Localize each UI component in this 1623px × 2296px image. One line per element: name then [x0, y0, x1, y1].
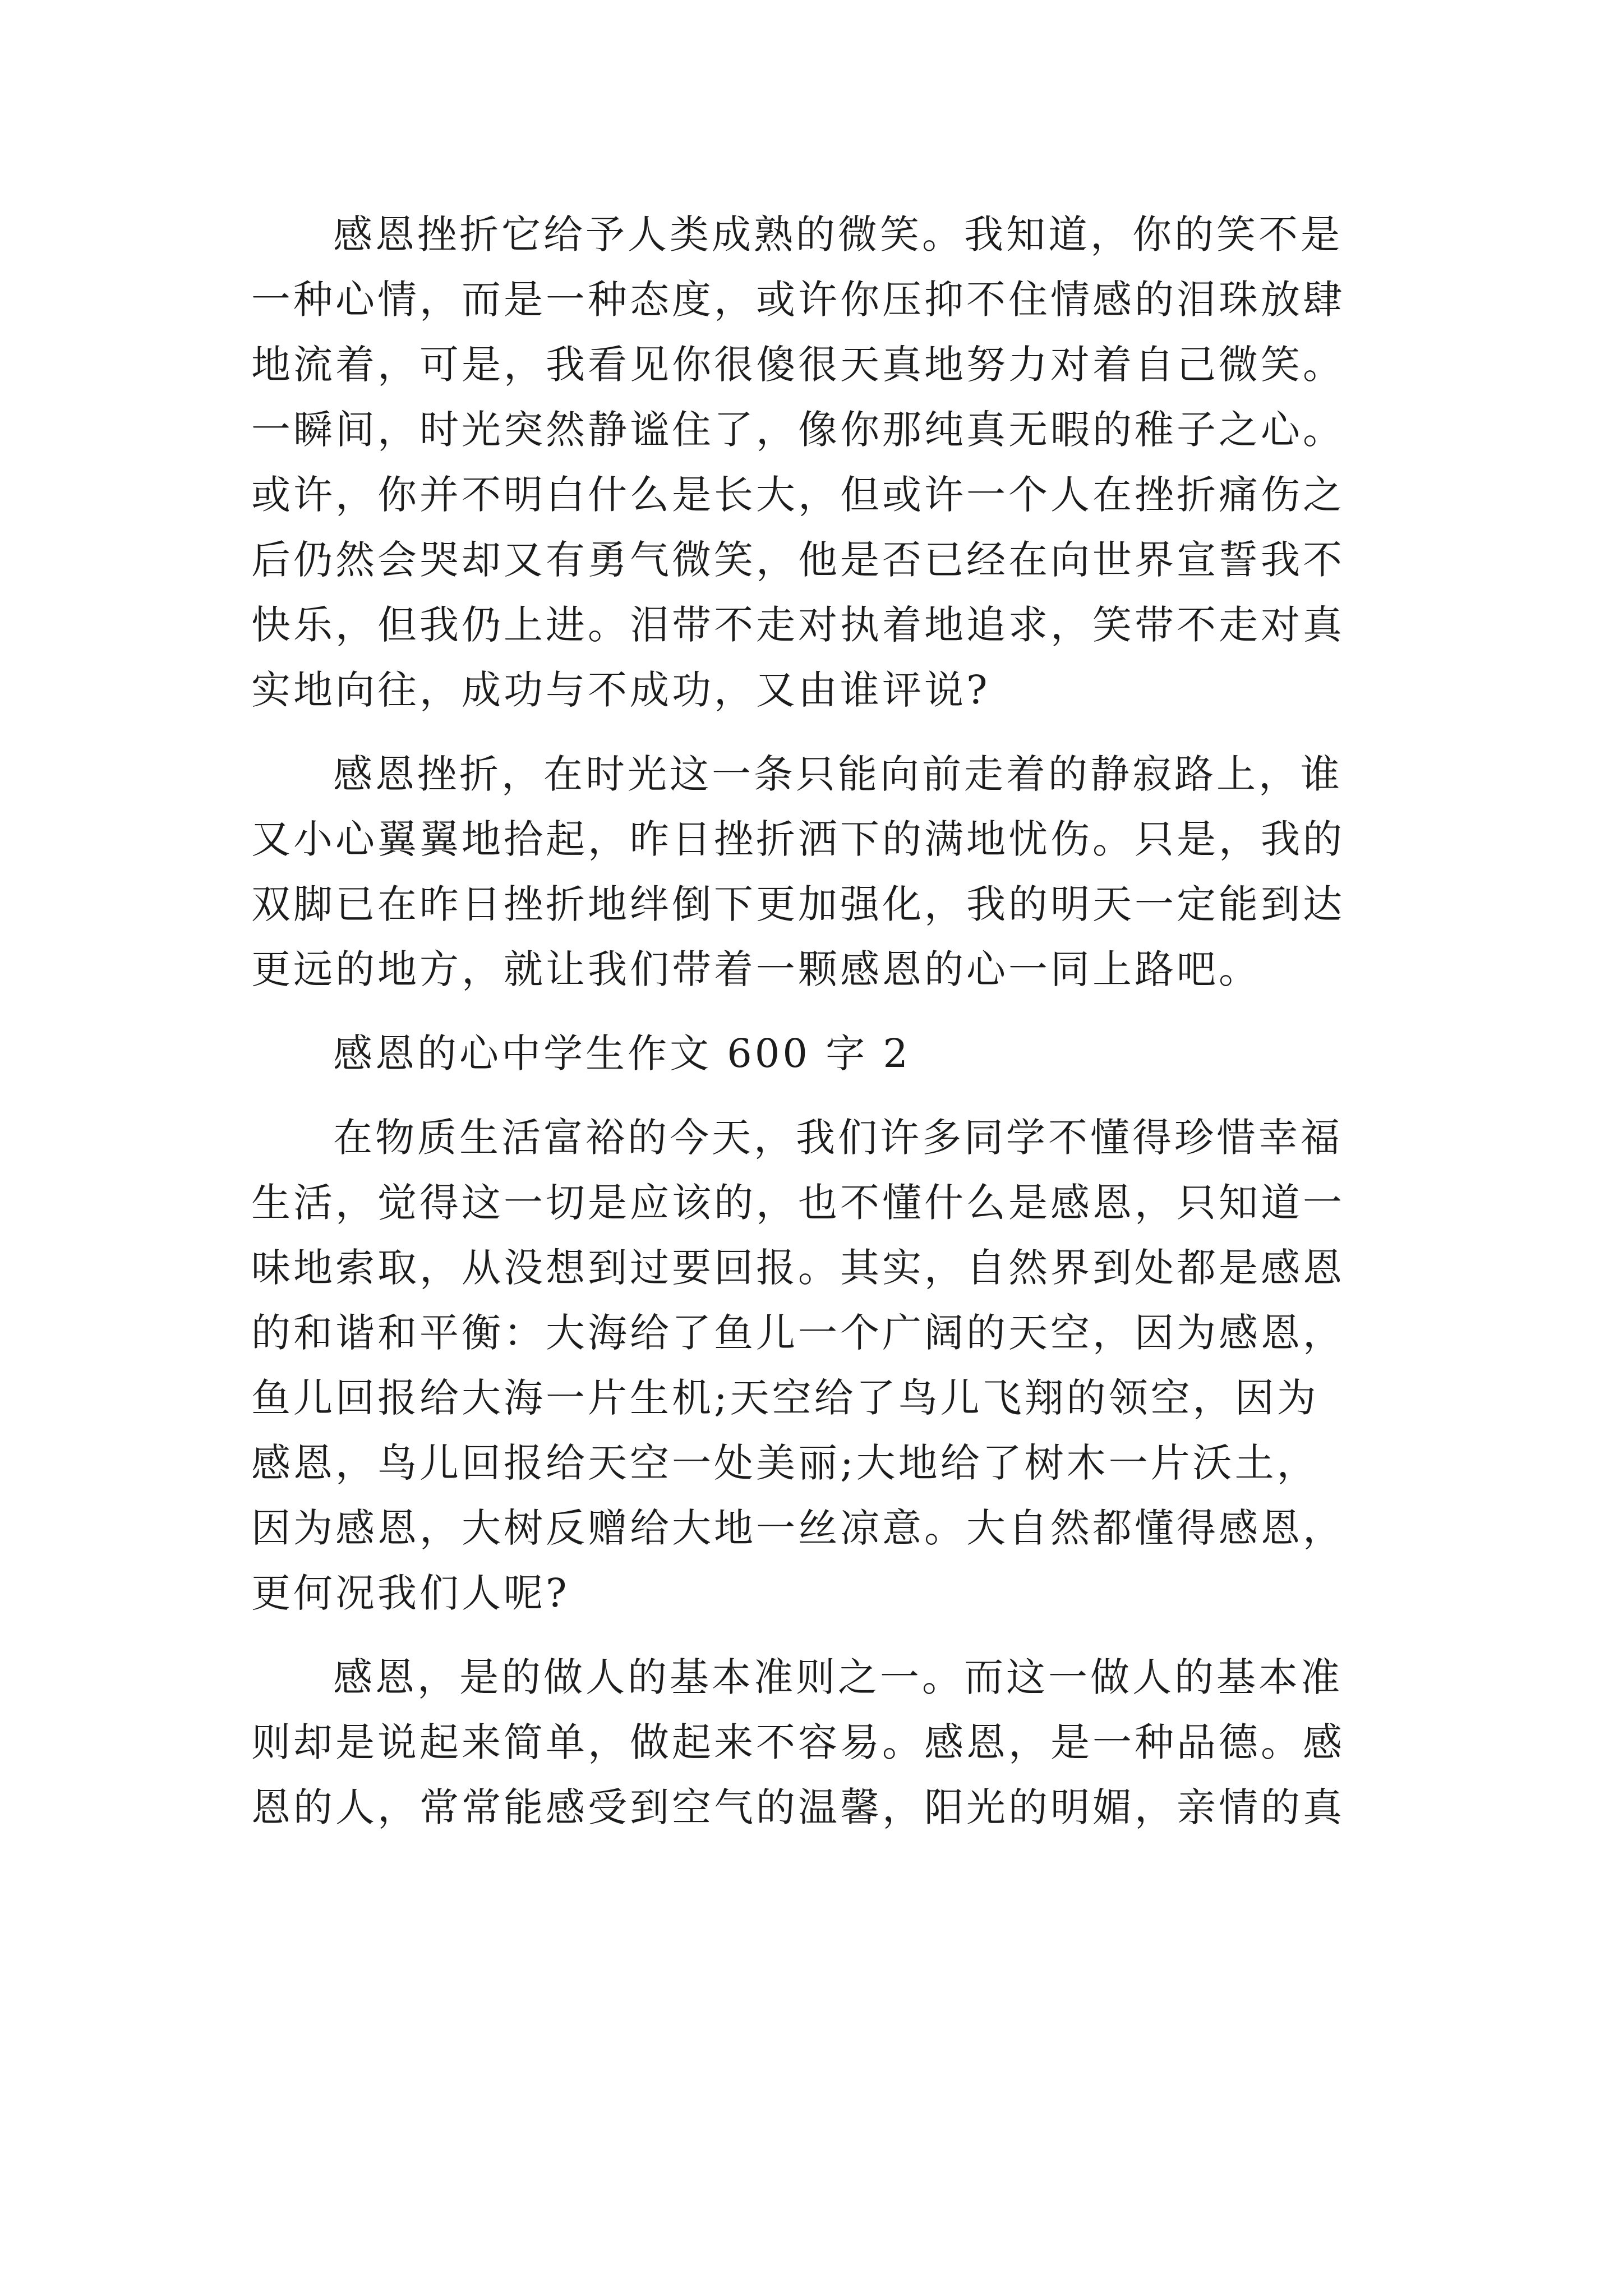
text-line: 实地向往，成功与不成功，又由谁评说? [251, 667, 990, 713]
text-line: 快乐，但我仍上进。泪带不走对执着地追求，笑带不走对真 [251, 602, 1345, 648]
text-line: 味地索取，从没想到过要回报。其实，自然界到处都是感恩 [251, 1245, 1345, 1291]
paragraph [251, 202, 1395, 723]
text-line: 又小心翼翼地拾起，昨日挫折洒下的满地忧伤。只是，我的 [251, 816, 1345, 862]
text-line: 更远的地方，就让我们带着一颗感恩的心一同上路吧。 [251, 946, 1261, 992]
text-line: 感恩挫折它给予人类成熟的微笑。我知道，你的笑不是 [333, 211, 1343, 257]
document-body [251, 202, 1395, 1840]
text-line: 一种心情，而是一种态度，或许你压抑不住情感的泪珠放肆 [251, 277, 1345, 323]
paragraph-gap [251, 1002, 1395, 1021]
text-line: 生活，觉得这一切是应该的，也不懂什么是感恩，只知道一 [251, 1180, 1345, 1226]
text-line: 后仍然会哭却又有勇气微笑，他是否已经在向世界宣誓我不 [251, 537, 1345, 583]
section-heading [251, 1021, 1395, 1086]
paragraph [251, 1645, 1395, 1840]
text-line: 地流着，可是，我看见你很傻很天真地努力对着自己微笑。 [251, 342, 1345, 388]
paragraph-gap [251, 1626, 1395, 1645]
text-line: 因为感恩，大树反赠给大地一丝凉意。大自然都懂得感恩， [251, 1505, 1345, 1551]
text-line: 双脚已在昨日挫折地绊倒下更加强化，我的明天一定能到达 [251, 881, 1345, 927]
text-line: 在物质生活富裕的今天，我们许多同学不懂得珍惜幸福 [333, 1115, 1343, 1161]
paragraph [251, 1105, 1395, 1626]
text-line: 鱼儿回报给大海一片生机;天空给了鸟儿飞翔的领空，因为 [251, 1375, 1319, 1421]
text-line: 更何况我们人呢? [251, 1570, 570, 1616]
text-line: 感恩，是的做人的基本准则之一。而这一做人的基本准 [333, 1654, 1343, 1700]
text-line: 感恩，鸟儿回报给天空一处美丽;大地给了树木一片沃土， [251, 1440, 1319, 1486]
paragraph-gap [251, 1086, 1395, 1105]
paragraph-gap [251, 723, 1395, 742]
heading-text: 感恩的心中学生作文 600 字 2 [333, 1030, 911, 1076]
text-line: 或许，你并不明白什么是长大，但或许一个人在挫折痛伤之 [251, 472, 1345, 518]
text-line: 则却是说起来简单，做起来不容易。感恩，是一种品德。感 [251, 1719, 1345, 1765]
text-line: 感恩挫折，在时光这一条只能向前走着的静寂路上，谁 [333, 751, 1343, 797]
paragraph [251, 742, 1395, 1002]
text-line: 一瞬间，时光突然静谧住了，像你那纯真无暇的稚子之心。 [251, 407, 1345, 453]
text-line: 恩的人，常常能感受到空气的温馨，阳光的明媚，亲情的真 [251, 1784, 1345, 1830]
text-line: 的和谐和平衡：大海给了鱼儿一个广阔的天空，因为感恩， [251, 1310, 1345, 1356]
